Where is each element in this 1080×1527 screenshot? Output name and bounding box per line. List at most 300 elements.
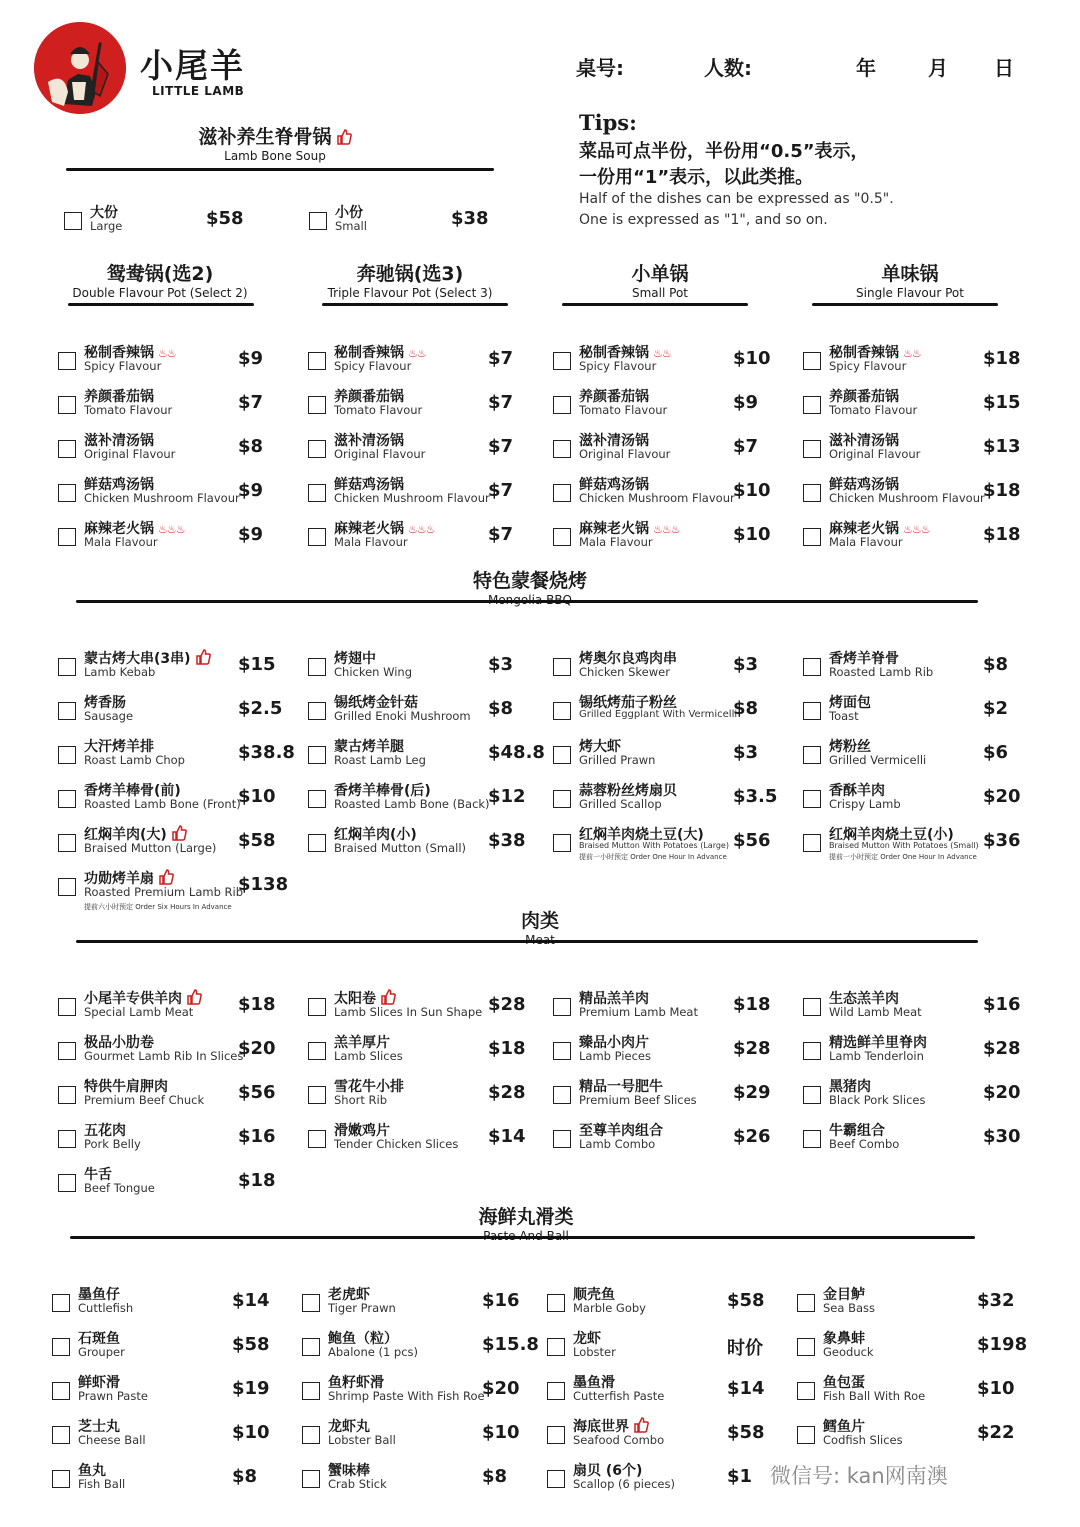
checkbox[interactable] [553,790,571,808]
menu-item[interactable] [308,1076,548,1116]
menu-item[interactable] [58,1164,298,1204]
checkbox[interactable] [308,746,326,764]
checkbox[interactable] [803,440,821,458]
checkbox[interactable] [308,1042,326,1060]
menu-item-pot-flavour[interactable] [803,386,1043,426]
checkbox[interactable] [553,702,571,720]
item-name-cn: 精品羔羊肉 [579,991,649,1007]
checkbox[interactable] [803,998,821,1016]
menu-item[interactable] [797,1328,1037,1368]
checkbox[interactable] [308,998,326,1016]
item-name-en: Abalone (1 pcs) [328,1345,419,1359]
item-name-cn: 烤翅中 [334,651,376,667]
menu-item[interactable] [308,692,548,732]
checkbox[interactable] [553,834,571,852]
item-name-en: Tomato Flavour [579,403,668,417]
item-name-en: Fish Ball With Roe [823,1389,926,1403]
item-name-cn: 鲍鱼（粒） [328,1331,398,1347]
checkbox[interactable] [308,352,326,370]
item-price: $20 [238,1038,276,1059]
menu-item[interactable] [302,1372,542,1412]
menu-item-pot-flavour[interactable] [308,342,548,382]
item-name-cn: 牛舌 [84,1167,112,1183]
item-name-cn: 秘制香辣锅 ♨♨ [579,345,671,361]
menu-item[interactable] [308,780,548,820]
item-price: $10 [733,348,771,369]
item-name-cn: 五花肉 [84,1123,126,1139]
item-name-en: Mala Flavour [334,535,408,549]
checkbox[interactable] [308,484,326,502]
item-price: $56 [733,830,771,851]
item-name-cn: 鳕鱼片 [823,1419,865,1435]
item-name-en: Special Lamb Meat [84,1005,194,1019]
chili-icon: ♨♨ [408,347,426,360]
chili-icon: ♨♨ [653,347,671,360]
item-price: $32 [977,1290,1015,1311]
checkbox[interactable] [52,1294,70,1312]
menu-item[interactable] [58,868,298,911]
item-name-en: Mala Flavour [829,535,903,549]
item-price: $10 [482,1422,520,1443]
menu-item-pot-flavour[interactable] [308,518,548,558]
menu-item-pot-flavour[interactable] [308,386,548,426]
menu-item[interactable] [58,780,298,820]
item-price: $138 [238,874,289,895]
checkbox[interactable] [58,528,76,546]
checkbox[interactable] [803,396,821,414]
menu-item[interactable] [302,1284,542,1324]
checkbox[interactable] [64,212,82,230]
checkbox[interactable] [803,834,821,852]
pot-title-en: Double Flavour Pot (Select 2) [72,286,248,300]
checkbox[interactable] [553,658,571,676]
menu-item[interactable] [553,824,793,864]
checkbox[interactable] [58,352,76,370]
item-price: $3.5 [733,786,778,807]
item-name-cn: 香酥羊肉 [829,783,885,799]
checkbox[interactable] [803,658,821,676]
checkbox[interactable] [547,1294,565,1312]
item-name-cn: 蟹味棒 [328,1463,370,1479]
item-price: $7 [488,392,514,413]
tips-line-en: Half of the dishes can be expressed as "0.5". [579,191,894,207]
menu-item[interactable] [553,736,793,776]
menu-item[interactable] [553,780,793,820]
item-name-en: Spicy Flavour [579,359,657,373]
item-name-en: Braised Mutton With Potatoes (Small) [829,841,979,850]
menu-item[interactable] [803,648,1043,688]
item-price: $20 [983,786,1021,807]
item-price: $10 [733,524,771,545]
menu-item[interactable] [302,1416,542,1456]
item-name-en: Crispy Lamb [829,797,901,811]
menu-item[interactable] [308,988,548,1028]
item-name-en: Tender Chicken Slices [334,1137,459,1151]
item-name-en: Mala Flavour [579,535,653,549]
item-name-cn: 红焖羊肉烧土豆(大) [579,827,704,843]
item-name-en: Scallop (6 pieces) [573,1477,675,1491]
item-name-cn: 滑嫩鸡片 [334,1123,390,1139]
item-name-cn: 至尊羊肉组合 [579,1123,663,1139]
checkbox[interactable] [797,1338,815,1356]
item-name-cn: 鲜虾滑 [78,1375,120,1391]
item-name-cn: 鱼包蛋 [823,1375,865,1391]
menu-item[interactable] [803,736,1043,776]
item-price: $19 [232,1378,270,1399]
item-name-en: Grilled Enoki Mushroom [334,709,471,723]
menu-item[interactable] [797,1284,1037,1324]
menu-item[interactable] [58,692,298,732]
checkbox[interactable] [302,1426,320,1444]
item-name-cn: 鲜菇鸡汤锅 [579,477,649,493]
menu-item[interactable] [58,648,298,688]
item-name-en: Braised Mutton (Large) [84,841,217,855]
menu-item[interactable] [52,1372,292,1412]
checkbox[interactable] [547,1426,565,1444]
item-name-cn: 龙虾丸 [328,1419,370,1435]
checkbox[interactable] [302,1338,320,1356]
brand-logo [34,22,126,114]
checkbox[interactable] [308,702,326,720]
section-title-cn: 海鲜丸滑类 [478,1206,574,1228]
pot-title-cn: 单味锅 [881,263,939,285]
item-name-en: Tomato Flavour [334,403,423,417]
menu-item[interactable] [803,692,1043,732]
chili-icon: ♨♨♨ [408,523,435,536]
item-price: $7 [488,436,514,457]
item-name-cn: 墨鱼滑 [573,1375,615,1391]
item-name-cn: 烤大虾 [579,739,621,755]
item-name-en: Premium Beef Chuck [84,1093,205,1107]
checkbox[interactable] [308,440,326,458]
checkbox[interactable] [58,790,76,808]
menu-item-pot-flavour[interactable] [553,430,793,470]
menu-item-pot-flavour[interactable] [553,518,793,558]
item-name-en: Roast Lamb Leg [334,753,426,767]
menu-item[interactable] [803,988,1043,1028]
checkbox[interactable] [553,528,571,546]
checkbox[interactable] [803,746,821,764]
menu-item[interactable] [308,736,548,776]
checkbox[interactable] [58,484,76,502]
checkbox[interactable] [302,1470,320,1488]
item-name-cn: 香烤羊脊骨 [829,651,899,667]
item-name-en: Lamb Kebab [84,665,156,679]
checkbox[interactable] [58,440,76,458]
checkbox[interactable] [58,396,76,414]
item-name-cn: 烤面包 [829,695,871,711]
item-name-en: Beef Combo [829,1137,900,1151]
item-name-cn: 滋补清汤锅 [579,433,649,449]
item-price: $16 [983,994,1021,1015]
chili-icon: ♨♨ [158,347,176,360]
checkbox[interactable] [58,1130,76,1148]
menu-item[interactable] [547,1372,787,1412]
brand-name-en: LITTLE LAMB [152,84,245,98]
checkbox[interactable] [547,1470,565,1488]
chili-icon: ♨♨♨ [903,523,930,536]
menu-item[interactable] [308,1120,548,1160]
menu-item[interactable] [52,1460,292,1500]
checkbox[interactable] [553,440,571,458]
item-name-cn: 香烤羊棒骨(后) [334,783,431,799]
menu-item[interactable] [553,1032,793,1072]
checkbox[interactable] [803,528,821,546]
menu-item[interactable] [547,1328,787,1368]
checkbox[interactable] [553,484,571,502]
checkbox[interactable] [553,1042,571,1060]
menu-item[interactable] [58,824,298,864]
item-price: $7 [238,392,264,413]
menu-item[interactable] [302,1460,542,1500]
item-name-en: Cutterfish Paste [573,1389,665,1403]
item-name-cn: 功勋烤羊扇 [84,868,174,888]
checkbox[interactable] [553,1130,571,1148]
checkbox[interactable] [52,1382,70,1400]
item-name-cn: 太阳卷 [334,988,396,1008]
checkbox[interactable] [553,746,571,764]
menu-item[interactable] [797,1416,1037,1456]
checkbox[interactable] [52,1338,70,1356]
item-name-cn: 秘制香辣锅 ♨♨ [84,345,176,361]
item-name-en: Codfish Slices [823,1433,903,1447]
checkbox[interactable] [58,1042,76,1060]
checkbox[interactable] [803,1130,821,1148]
checkbox[interactable] [302,1294,320,1312]
item-price: $14 [232,1290,270,1311]
item-price: $3 [488,654,514,675]
menu-item[interactable] [553,1076,793,1116]
menu-item[interactable] [803,1120,1043,1160]
menu-item[interactable] [58,1032,298,1072]
item-price: $8 [733,698,759,719]
pot-title-cn: 鸳鸯锅(选2) [106,263,214,285]
checkbox[interactable] [308,834,326,852]
item-name-cn: 蒙古烤大串(3串) [84,648,211,668]
item-name-en: Original Flavour [334,447,426,461]
item-price: $16 [238,1126,276,1147]
item-name-cn: 烤奥尔良鸡肉串 [579,651,677,667]
menu-item-pot-flavour[interactable] [803,518,1043,558]
checkbox[interactable] [308,528,326,546]
menu-item[interactable] [547,1460,787,1500]
item-name-cn: 石斑鱼 [78,1331,120,1347]
item-price: $8 [238,436,264,457]
item-name-cn: 黑猪肉 [829,1079,871,1095]
item-name-en: Roasted Premium Lamb Rib [84,885,244,899]
checkbox[interactable] [797,1426,815,1444]
menu-item[interactable] [553,648,793,688]
item-name-cn: 麻辣老火锅 ♨♨♨ [334,521,435,537]
checkbox[interactable] [797,1294,815,1312]
menu-item-pot-flavour[interactable] [58,386,298,426]
tips-line-cn: 一份用“1”表示，以此类推。 [579,167,814,188]
menu-item[interactable] [553,1120,793,1160]
checkbox[interactable] [309,212,327,230]
menu-item[interactable] [58,1076,298,1116]
menu-item-pot-flavour[interactable] [553,386,793,426]
item-price: $2 [983,698,1009,719]
checkbox[interactable] [308,1086,326,1104]
item-name-en: Tiger Prawn [328,1301,396,1315]
item-name-en: Lobster Ball [328,1433,396,1447]
menu-item[interactable] [547,1284,787,1324]
checkbox[interactable] [803,702,821,720]
item-name-cn: 极品小肋卷 [84,1035,154,1051]
item-price: $18 [238,994,276,1015]
item-price: $18 [983,480,1021,501]
menu-item[interactable] [803,1076,1043,1116]
item-price: $18 [983,524,1021,545]
checkbox[interactable] [553,998,571,1016]
item-name-cn: 养颜番茄锅 [579,389,649,405]
item-name-cn: 养颜番茄锅 [334,389,404,405]
item-price: $58 [232,1334,270,1355]
checkbox[interactable] [58,746,76,764]
item-name-cn: 雪花牛小排 [334,1079,404,1095]
checkbox[interactable] [547,1338,565,1356]
checkbox[interactable] [553,1086,571,1104]
menu-item-pot-flavour[interactable] [58,342,298,382]
menu-item[interactable] [58,1120,298,1160]
item-price: $2.5 [238,698,283,719]
item-name-cn: 烤粉丝 [829,739,871,755]
item-name-cn: 鲜菇鸡汤锅 [334,477,404,493]
divider [76,600,978,603]
pot-column-heading [550,259,770,300]
checkbox[interactable] [308,658,326,676]
checkbox[interactable] [58,658,76,676]
menu-item-pot-flavour[interactable] [803,430,1043,470]
item-name-en: Cheese Ball [78,1433,146,1447]
item-name-cn: 香烤羊棒骨(前) [84,783,181,799]
item-price: $38.8 [238,742,295,763]
menu-item[interactable] [553,692,793,732]
item-price: $9 [238,348,264,369]
menu-item-pot-flavour[interactable] [553,342,793,382]
pot-title-en: Triple Flavour Pot (Select 3) [327,286,493,300]
checkbox[interactable] [797,1382,815,1400]
item-price: $28 [733,1038,771,1059]
checkbox[interactable] [52,1470,70,1488]
checkbox[interactable] [803,484,821,502]
checkbox[interactable] [302,1382,320,1400]
menu-item-pot-flavour[interactable] [308,474,548,514]
item-name-cn: 小尾羊专供羊肉 [84,988,202,1008]
menu-item-pot-flavour[interactable] [58,518,298,558]
divider [68,303,254,306]
tips-title: Tips: [579,110,637,135]
item-name-cn: 蒜蓉粉丝烤扇贝 [579,783,677,799]
menu-item-bone-soup-large[interactable] [64,202,252,242]
item-price: $7 [488,524,514,545]
menu-item[interactable] [803,824,1043,864]
menu-item[interactable] [797,1372,1037,1412]
item-name-en: Chicken Mushroom Flavour [334,491,490,505]
item-price: 时价 [727,1338,763,1359]
checkbox[interactable] [308,1130,326,1148]
checkbox[interactable] [58,1174,76,1192]
menu-item-pot-flavour[interactable] [58,430,298,470]
item-price: $12 [488,786,526,807]
checkbox[interactable] [803,790,821,808]
menu-item-pot-flavour[interactable] [803,342,1043,382]
menu-item[interactable] [553,988,793,1028]
people-count-label: 人数: [704,56,752,80]
item-name-cn: 鲜菇鸡汤锅 [829,477,899,493]
item-price: $18 [488,1038,526,1059]
menu-item-pot-flavour[interactable] [803,474,1043,514]
menu-item-pot-flavour[interactable] [553,474,793,514]
year-label: 年 [856,56,876,80]
advance-order-note: 提前一小时预定 Order One Hour In Advance [579,853,727,861]
checkbox[interactable] [58,998,76,1016]
thumbs-up-icon [336,126,352,148]
item-price: $8 [482,1466,508,1487]
menu-item[interactable] [308,824,548,864]
checkbox[interactable] [58,702,76,720]
checkbox[interactable] [308,790,326,808]
pot-column-heading [50,259,270,300]
item-name-en: Tomato Flavour [84,403,173,417]
checkbox[interactable] [547,1382,565,1400]
menu-item[interactable] [302,1328,542,1368]
item-name-en: Sea Bass [823,1301,875,1315]
item-price: $14 [727,1378,765,1399]
item-name-cn: 麻辣老火锅 ♨♨♨ [84,521,185,537]
chili-icon: ♨♨ [903,347,921,360]
menu-item-bone-soup-small[interactable] [309,202,497,242]
menu-item[interactable] [52,1284,292,1324]
checkbox[interactable] [803,352,821,370]
menu-item[interactable] [52,1328,292,1368]
menu-item[interactable] [308,1032,548,1072]
menu-item[interactable] [308,648,548,688]
checkbox[interactable] [308,396,326,414]
item-price: $9 [238,480,264,501]
menu-item[interactable] [58,736,298,776]
item-name-en: Beef Tongue [84,1181,155,1195]
checkbox[interactable] [553,352,571,370]
checkbox[interactable] [58,878,76,896]
item-name-cn: 秘制香辣锅 ♨♨ [829,345,921,361]
item-name-cn: 精选鲜羊里脊肉 [829,1035,927,1051]
item-price: $8 [232,1466,258,1487]
item-name-en: Toast [829,709,859,723]
checkbox[interactable] [553,396,571,414]
menu-item-pot-flavour[interactable] [58,474,298,514]
menu-item[interactable] [547,1416,787,1456]
item-price: $15 [238,654,276,675]
item-name-cn: 鱼籽虾滑 [328,1375,384,1391]
item-name-en: Sausage [84,709,134,723]
checkbox[interactable] [58,834,76,852]
checkbox[interactable] [52,1426,70,1444]
menu-item[interactable] [803,780,1043,820]
menu-item[interactable] [52,1416,292,1456]
checkbox[interactable] [803,1086,821,1104]
checkbox[interactable] [803,1042,821,1060]
item-price: $56 [238,1082,276,1103]
checkbox[interactable] [58,1086,76,1104]
item-price: $10 [238,786,276,807]
item-name-cn: 鱼丸 [78,1463,106,1479]
item-price: $58 [727,1422,765,1443]
item-name-en: Pork Belly [84,1137,141,1151]
menu-item[interactable] [803,1032,1043,1072]
menu-item-pot-flavour[interactable] [308,430,548,470]
menu-item[interactable] [58,988,298,1028]
